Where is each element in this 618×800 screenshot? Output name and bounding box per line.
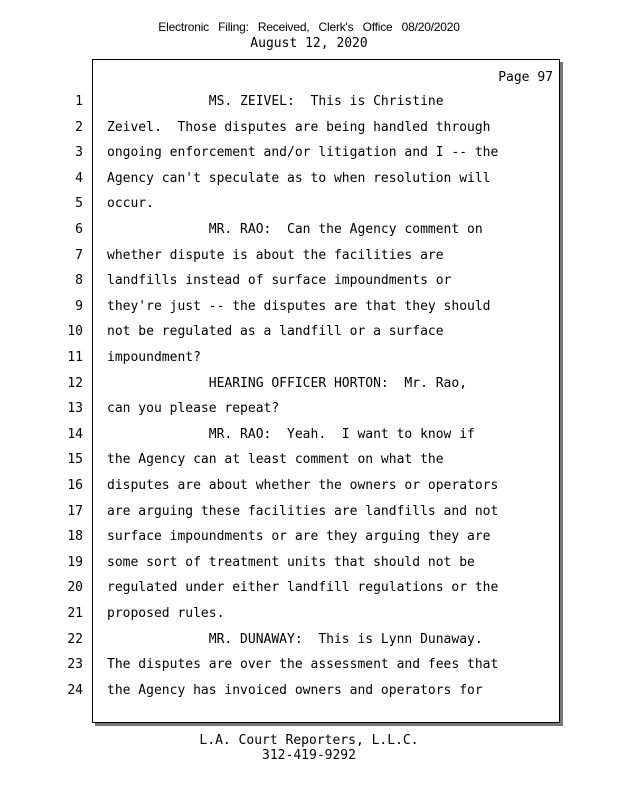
line-number: 8 <box>75 273 83 289</box>
footer <box>0 733 618 763</box>
line-text: impoundment? <box>107 350 201 365</box>
line-number: 21 <box>67 606 83 621</box>
transcript-line <box>0 504 618 530</box>
line-text: HEARING OFFICER HORTON: Mr. Rao, <box>107 375 468 391</box>
line-text: they're just -- the disputes are that they should <box>107 298 491 314</box>
line-text: the Agency can at least comment on what the <box>107 452 444 468</box>
line-number: 18 <box>67 529 83 545</box>
footer-company: L.A. Court Reporters, L.L.C. <box>199 733 419 748</box>
transcript-line <box>0 555 618 581</box>
transcript-line <box>0 657 618 683</box>
line-text: not be regulated as a landfill or a surface <box>107 324 444 340</box>
footer-phone: 312-419-9292 <box>262 748 356 763</box>
line-number: 1 <box>75 94 83 109</box>
line-text: disputes are about whether the owners or operators <box>107 478 499 493</box>
line-number: 9 <box>75 298 83 314</box>
line-number: 20 <box>67 580 83 596</box>
line-number: 5 <box>75 196 83 212</box>
transcript-line <box>0 145 618 171</box>
transcript-line <box>0 452 618 478</box>
transcript-line <box>0 171 618 197</box>
line-number: 7 <box>75 247 83 263</box>
transcript-line <box>0 196 618 222</box>
transcript-line <box>0 683 618 709</box>
transcript-line <box>0 350 618 376</box>
filing-stamp: Electronic Filing: Received, Clerk's Office 08/20/2020 <box>158 20 460 34</box>
line-number: 16 <box>67 478 83 493</box>
transcript-line <box>0 606 618 632</box>
line-text: some sort of treatment units that should not be <box>107 554 475 570</box>
transcript-date: August 12, 2020 <box>250 36 368 51</box>
line-number: 6 <box>75 222 83 237</box>
line-number: 15 <box>67 452 83 468</box>
line-number: 3 <box>75 145 83 161</box>
line-text: surface impoundments or are they arguing they are <box>107 529 491 545</box>
transcript-line <box>0 529 618 555</box>
line-number: 2 <box>75 119 83 135</box>
transcript-line <box>0 376 618 402</box>
line-text: are arguing these facilities are landfills and not <box>107 503 499 519</box>
transcript-line <box>0 248 618 274</box>
line-number: 22 <box>67 631 83 647</box>
transcript-line <box>0 94 618 120</box>
transcript-line <box>0 401 618 427</box>
line-text: proposed rules. <box>107 606 225 621</box>
line-text: Zeivel. Those disputes are being handled through <box>107 119 491 135</box>
transcript-line <box>0 273 618 299</box>
line-text: regulated under either landfill regulations or the <box>107 580 499 596</box>
transcript-line <box>0 632 618 658</box>
transcript-line <box>0 580 618 606</box>
transcript-line <box>0 324 618 350</box>
transcript-line <box>0 222 618 248</box>
page-number: Page 97 <box>498 70 553 85</box>
line-number: 11 <box>67 350 83 365</box>
line-text: The disputes are over the assessment and fees that <box>107 657 499 673</box>
line-number: 10 <box>67 324 83 340</box>
transcript-line <box>0 478 618 504</box>
line-text: MS. ZEIVEL: This is Christine <box>107 94 444 109</box>
transcript-line <box>0 299 618 325</box>
line-text: MR. DUNAWAY: This is Lynn Dunaway. <box>107 631 483 647</box>
line-number: 19 <box>67 554 83 570</box>
line-number: 24 <box>67 682 83 698</box>
line-number: 14 <box>67 426 83 442</box>
line-text: MR. RAO: Yeah. I want to know if <box>107 426 475 442</box>
transcript-line <box>0 120 618 146</box>
line-text: ongoing enforcement and/or litigation and I -- the <box>107 145 499 161</box>
line-text: landfills instead of surface impoundments or <box>107 273 452 289</box>
line-number: 4 <box>75 170 83 186</box>
line-number: 23 <box>67 657 83 673</box>
line-number: 12 <box>67 375 83 391</box>
line-number: 13 <box>67 401 83 417</box>
transcript-line <box>0 427 618 453</box>
line-text: whether dispute is about the facilities are <box>107 247 444 263</box>
line-number: 17 <box>67 503 83 519</box>
line-text: MR. RAO: Can the Agency comment on <box>107 222 483 237</box>
line-text: Agency can't speculate as to when resolution will <box>107 170 491 186</box>
line-text: occur. <box>107 196 154 212</box>
line-text: can you please repeat? <box>107 401 280 417</box>
line-text: the Agency has invoiced owners and operators for <box>107 682 483 698</box>
